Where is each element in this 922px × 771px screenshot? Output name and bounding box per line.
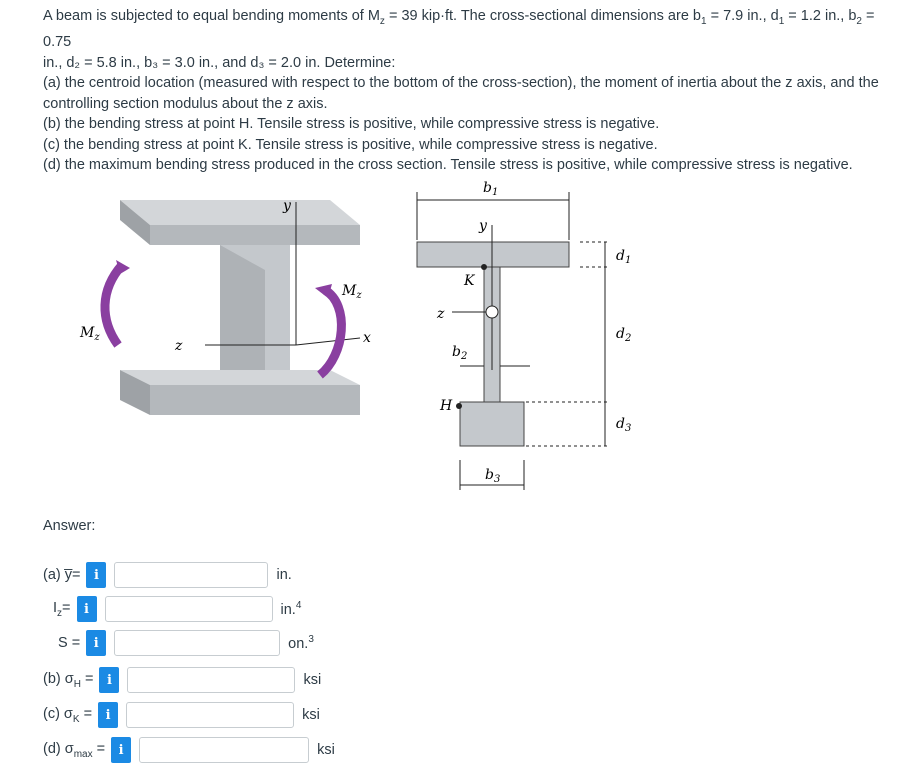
answer-row-stress-max xyxy=(43,735,335,765)
label-k: K xyxy=(464,273,475,289)
label-d1: $d_1$ xyxy=(616,248,632,266)
info-icon[interactable]: i xyxy=(111,737,131,763)
stress-h-label: (b) $\sigma_H$ = xyxy=(43,670,94,690)
stress-k-label: (c) $\sigma_K$ = xyxy=(43,705,93,725)
info-icon[interactable]: i xyxy=(98,702,118,728)
section-modulus-label: S = xyxy=(58,635,81,651)
info-icon[interactable]: i xyxy=(86,630,106,656)
centroid-input[interactable] xyxy=(114,562,268,588)
stress-k-input[interactable] xyxy=(126,702,294,728)
problem-line-6: (c) the bending stress at point K. Tensile stress is positive, while compressive stress is negative. xyxy=(43,136,658,153)
stress-max-unit: ksi xyxy=(317,742,335,758)
label-b3: $b_3$ xyxy=(485,467,501,485)
problem-line-1: A beam is subjected to equal bending moments of $M_z = 39$ kip·ft. The cross-sectional dimensions are $b_1 = 7.9$ in., $d_1 = 1.2$ in., $b_2 = 0.75$ xyxy=(43,8,875,51)
centroid-label: (a) y̅= xyxy=(43,567,81,583)
label-h: H xyxy=(440,398,453,414)
stress-max-input[interactable] xyxy=(139,737,309,763)
inertia-unit: in.$^4$ xyxy=(280,600,302,618)
problem-line-4: controlling section modulus about the z axis. xyxy=(43,95,328,112)
centroid-unit: in. xyxy=(276,567,292,583)
problem-line-3: (a) the centroid location (measured with respect to the bottom of the cross-section), the moment of inertia about the z axis, and the xyxy=(43,75,879,92)
stress-max-label: (d) $\sigma_{max}$ = xyxy=(43,740,106,760)
answer-row-section-modulus xyxy=(58,628,314,658)
label-mz-right: $M_z$ xyxy=(342,283,362,301)
inertia-input[interactable] xyxy=(105,596,273,622)
beam-figure xyxy=(60,170,660,500)
label-y-right: y xyxy=(479,218,487,234)
label-d2: $d_2$ xyxy=(616,326,632,344)
inertia-label: $I_z=$ xyxy=(53,599,71,619)
info-icon[interactable]: i xyxy=(86,562,106,588)
problem-statement xyxy=(43,6,903,176)
stress-h-unit: ksi xyxy=(303,672,322,688)
problem-line-5: (b) the bending stress at point H. Tensile stress is positive, while compressive stress is negative. xyxy=(43,116,660,133)
section-modulus-input[interactable] xyxy=(114,630,280,656)
label-d3: $d_3$ xyxy=(616,416,632,434)
answer-label: Answer: xyxy=(43,518,96,534)
label-z-right: z xyxy=(437,306,445,322)
stress-h-input[interactable] xyxy=(127,667,295,693)
info-icon[interactable]: i xyxy=(77,596,97,622)
stress-k-unit: ksi xyxy=(302,707,320,723)
label-b1: $b_1$ xyxy=(483,180,499,198)
answer-row-inertia xyxy=(53,594,301,624)
answer-row-centroid xyxy=(43,560,292,590)
label-b2: $b_2$ xyxy=(452,344,468,362)
section-modulus-unit: on.$^3$ xyxy=(288,634,314,652)
beam-3d-drawing xyxy=(105,200,360,415)
info-icon[interactable]: i xyxy=(99,667,119,693)
problem-line-7: (d) the maximum bending stress produced in the cross section. Tensile stress is positive, while compressive stress is negative. xyxy=(43,157,853,174)
answer-row-stress-h xyxy=(43,665,321,695)
cross-section-drawing xyxy=(417,192,610,490)
problem-line-2: in., d₂ = 5.8 in., b₃ = 3.0 in., and d₃ = 2.0 in. Determine: xyxy=(43,54,396,71)
label-y-left: y xyxy=(283,198,291,214)
label-z-left: z xyxy=(175,338,183,354)
answer-row-stress-k xyxy=(43,700,320,730)
label-mz-left: $M_z$ xyxy=(80,325,100,343)
label-x-left: x xyxy=(363,330,371,346)
